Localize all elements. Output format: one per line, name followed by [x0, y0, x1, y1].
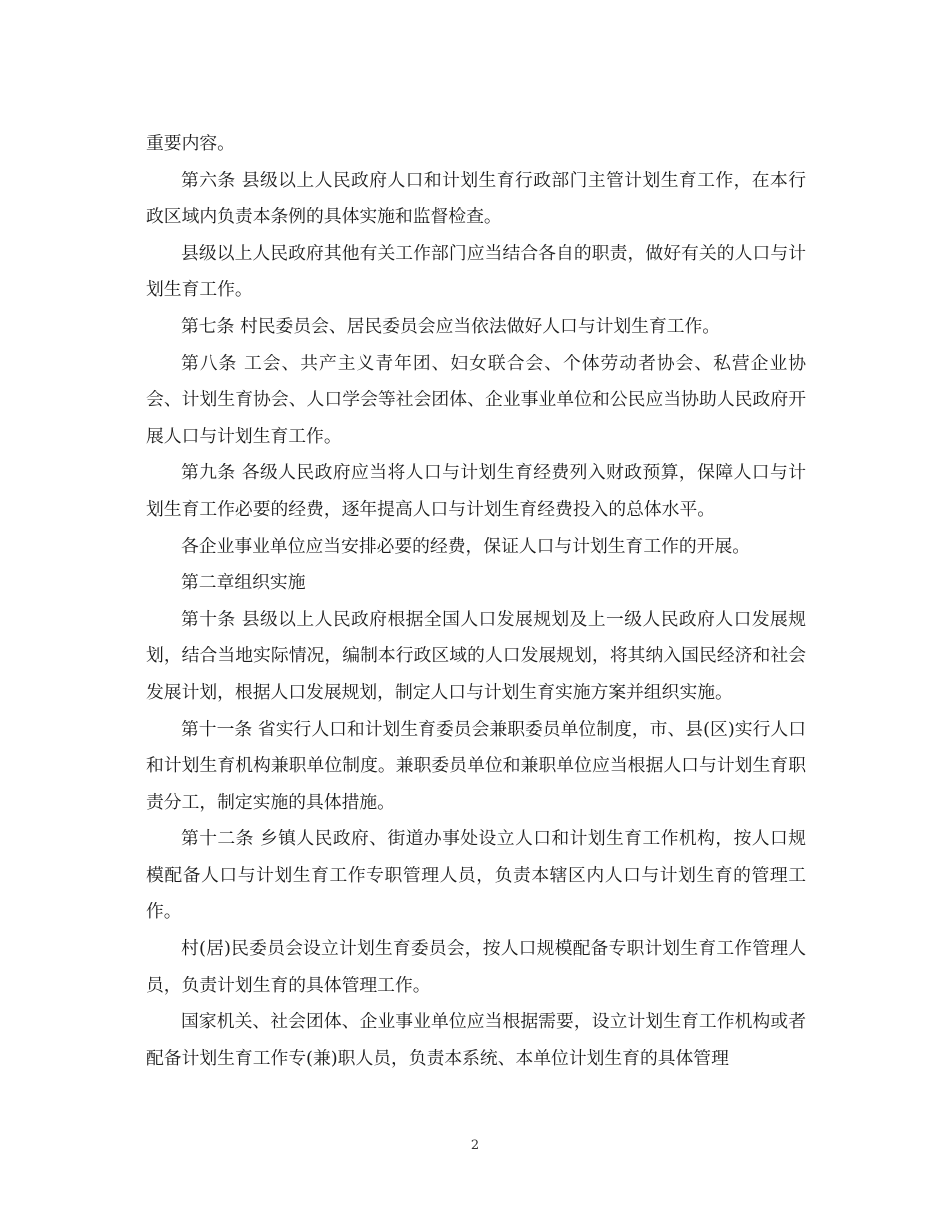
- page-number: 2: [470, 1138, 480, 1153]
- paragraph: 第十一条 省实行人口和计划生育委员会兼职委员单位制度，市、县(区)实行人口和计划生育机构兼职单位制度。兼职委员单位和兼职单位应当根据人口与计划生育职责分工，制定实施的具体措施。: [146, 718, 806, 813]
- paragraph: 第七条 村民委员会、居民委员会应当依法做好人口与计划生育工作。: [181, 315, 721, 337]
- paragraph: 各企业事业单位应当安排必要的经费，保证人口与计划生育工作的开展。: [181, 535, 751, 557]
- paragraph: 村(居)民委员会设立计划生育委员会，按人口规模配备专职计划生育工作管理人员，负责计划生育的具体管理工作。: [146, 938, 806, 996]
- paragraph: 第八条 工会、共产主义青年团、妇女联合会、个体劳动者协会、私营企业协会、计划生育协会、人口学会等社会团体、企业事业单位和公民应当协助人民政府开展人口与计划生育工作。: [146, 352, 806, 447]
- document-body: [146, 126, 806, 1077]
- paragraph: 县级以上人民政府其他有关工作部门应当结合各自的职责，做好有关的人口与计划生育工作。: [146, 242, 806, 301]
- paragraph: 第九条 各级人民政府应当将人口与计划生育经费列入财政预算，保障人口与计划生育工作必要的经费，逐年提高人口与计划生育经费投入的总体水平。: [146, 462, 806, 520]
- chapter-heading: 第二章组织实施: [181, 572, 306, 594]
- paragraph: 第十二条 乡镇人民政府、街道办事处设立人口和计划生育工作机构，按人口规模配备人口与计划生育工作专职管理人员，负责本辖区内人口与计划生育的管理工作。: [146, 828, 806, 923]
- paragraph: 第十条 县级以上人民政府根据全国人口发展规划及上一级人民政府人口发展规划，结合当地实际情况，编制本行政区域的人口发展规划，将其纳入国民经济和社会发展计划，根据人口发展规划，制定人口与计划生育实施方案并组织实施。: [146, 608, 806, 703]
- paragraph: 重要内容。: [146, 133, 235, 154]
- paragraph: 第六条 县级以上人民政府人口和计划生育行政部门主管计划生育工作，在本行政区域内负责本条例的具体实施和监督检查。: [146, 169, 806, 228]
- paragraph: 国家机关、社会团体、企业事业单位应当根据需要，设立计划生育工作机构或者配备计划生育工作专(兼)职人员，负责本系统、本单位计划生育的具体管理: [146, 1011, 806, 1069]
